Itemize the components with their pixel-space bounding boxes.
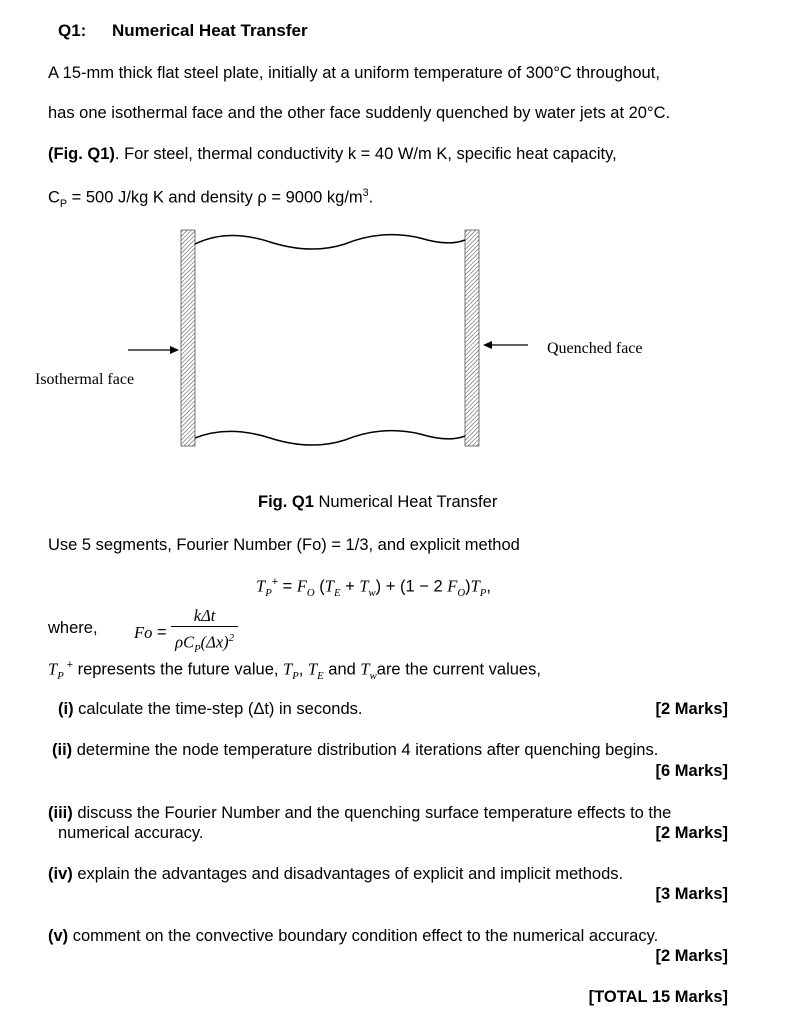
intro-line-4: $C_P = 500$ J/kg K and density ρ = 9000 $kg/m^3$. <box>48 187 374 210</box>
part-iv: (iv) explain the advantages and disadvantages of explicit and implicit methods. <box>48 865 624 883</box>
arrow-isothermal-icon <box>128 346 179 354</box>
fourier-equation: Fo = $\frac{\text{kΔt}}{\rho C_P(\Delta x)^2}$ <box>134 606 238 660</box>
quenched-face-label: Quenched face <box>547 340 643 357</box>
figure-caption: Fig. Q1 Numerical Heat Transfer <box>258 493 498 511</box>
part-iii: (iii) discuss the Fourier Number and the quenching surface temperature effects to the <box>48 804 672 822</box>
question-title: Numerical Heat Transfer <box>112 21 308 40</box>
part-iii-line-2: numerical accuracy. <box>58 824 204 842</box>
part-v-marks: [2 Marks] <box>655 947 728 965</box>
part-i: (i) calculate the time-step (Δt) in seconds. <box>58 700 363 718</box>
part-ii: (ii) determine the node temperature distribution 4 iterations after quenching begins. <box>52 741 659 759</box>
variable-description: $T_P$ + represents the future value, $T_P$, $T_E$ and $T_ware$ the current values, <box>48 659 541 682</box>
question-number: Q1: <box>58 21 87 40</box>
part-iv-marks: [3 Marks] <box>655 885 728 903</box>
part-v: (v) comment on the convective boundary condition effect to the numerical accuracy. <box>48 927 659 945</box>
part-i-marks: [2 Marks] <box>655 700 728 718</box>
isothermal-face-label: Isothermal face <box>35 371 135 388</box>
part-iii-marks: [2 Marks] <box>655 824 728 842</box>
intro-line-1: A 15-mm thick flat steel plate, initially at a uniform temperature of 300°C throughout, <box>48 64 660 82</box>
figure-reference: (Fig. Q1) <box>48 145 115 163</box>
where-label: where, <box>48 619 98 637</box>
explicit-equation: $T_P^+ = F_O$ $(T_E + T_w) + (1 - 2$ $F_O)T_P$, <box>256 576 491 599</box>
plate-top-edge <box>195 235 465 249</box>
fourier-fraction: $\frac{\text{kΔt}}{\rho C_P(\Delta x)^2}$ <box>171 606 238 660</box>
part-ii-marks: [6 Marks] <box>655 762 728 780</box>
arrow-quenched-icon <box>483 341 528 349</box>
plate-bottom-edge <box>195 431 465 445</box>
quenched-face-wall <box>465 230 479 446</box>
plate-figure <box>0 222 798 460</box>
intro-line-3: (Fig. Q1). For steel, thermal conductivity k = 40 W/m K, specific heat capacity, <box>48 145 617 163</box>
method-line: Use 5 segments, Fourier Number (Fo) = 1/3, and explicit method <box>48 536 520 554</box>
total-marks: [TOTAL 15 Marks] <box>588 988 728 1006</box>
intro-line-2: has one isothermal face and the other face suddenly quenched by water jets at 20°C. <box>48 104 671 122</box>
isothermal-face-wall <box>181 230 195 446</box>
